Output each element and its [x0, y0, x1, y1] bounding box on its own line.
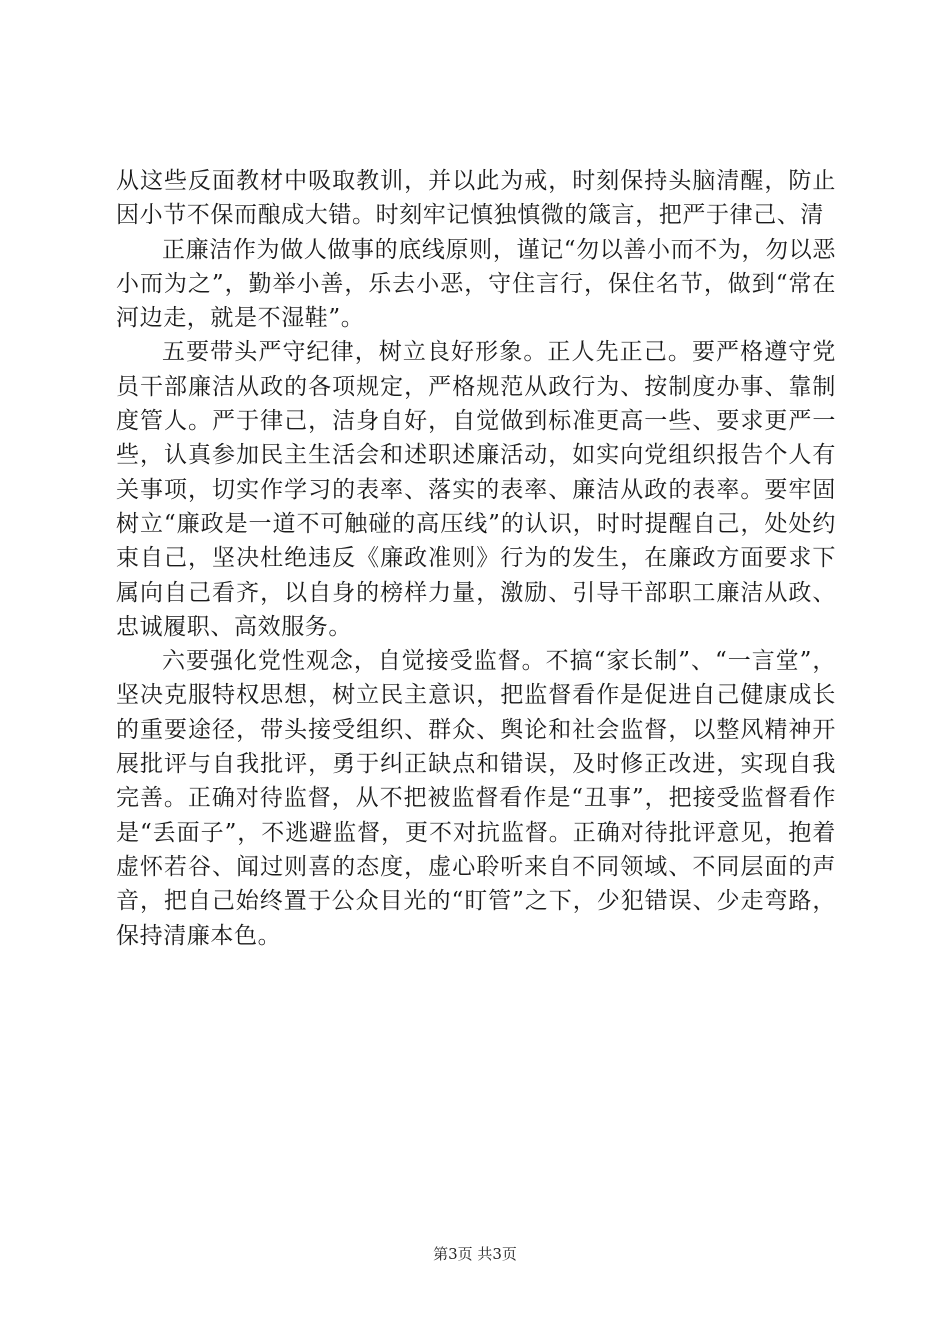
paragraph-continuation: 从这些反面教材中吸取教训，并以此为戒，时刻保持头脑清醒，防止因小节不保而酿成大错。时刻牢记慎独慎微的箴言，把严于律己、清 [116, 168, 836, 229]
paragraph-integrity-principle: 正廉洁作为做人做事的底线原则，谨记“勿以善小而不为，勿以恶小而为之”，勤举小善，乐去小恶，守住言行，保住名节，做到“常在河边走，就是不湿鞋”。 [116, 236, 836, 332]
page-number-footer: 第3页 共3页 [433, 1245, 517, 1263]
document-body [116, 164, 836, 953]
paragraph-supervision: 六要强化党性观念，自觉接受监督。不搞“家长制”、“一言堂”，坚决克服特权思想，树立民主意识，把监督看作是促进自己健康成长的重要途径，带头接受组织、群众、舆论和社会监督，以整风精神开展批评与自我批评，勇于纠正缺点和错误，及时修正改进，实现自我完善。正确对待监督，从不把被监督看作是“丑事”，把接受监督看作是“丢面子”，不逃避监督，更不对抗监督。正确对待批评意见，抱着虚怀若谷、闻过则喜的态度，虚心聆听来自不同领域、不同层面的声音，把自己始终置于公众目光的“盯管”之下，少犯错误、少走弯路，保持清廉本色。 [116, 648, 836, 949]
paragraph-discipline: 五要带头严守纪律，树立良好形象。正人先正己。要严格遵守党员干部廉洁从政的各项规定，严格规范从政行为、按制度办事、靠制度管人。严于律己，洁身自好，自觉做到标准更高一些、要求更严一些，认真参加民主生活会和述职述廉活动，如实向党组织报告个人有关事项，切实作学习的表率、落实的表率、廉洁从政的表率。要牢固树立“廉政是一道不可触碰的高压线”的认识，时时提醒自己，处处约束自己，坚决杜绝违反《廉政准则》行为的发生，在廉政方面要求下属向自己看齐，以自身的榜样力量，激励、引导干部职工廉洁从政、忠诚履职、高效服务。 [116, 339, 836, 640]
